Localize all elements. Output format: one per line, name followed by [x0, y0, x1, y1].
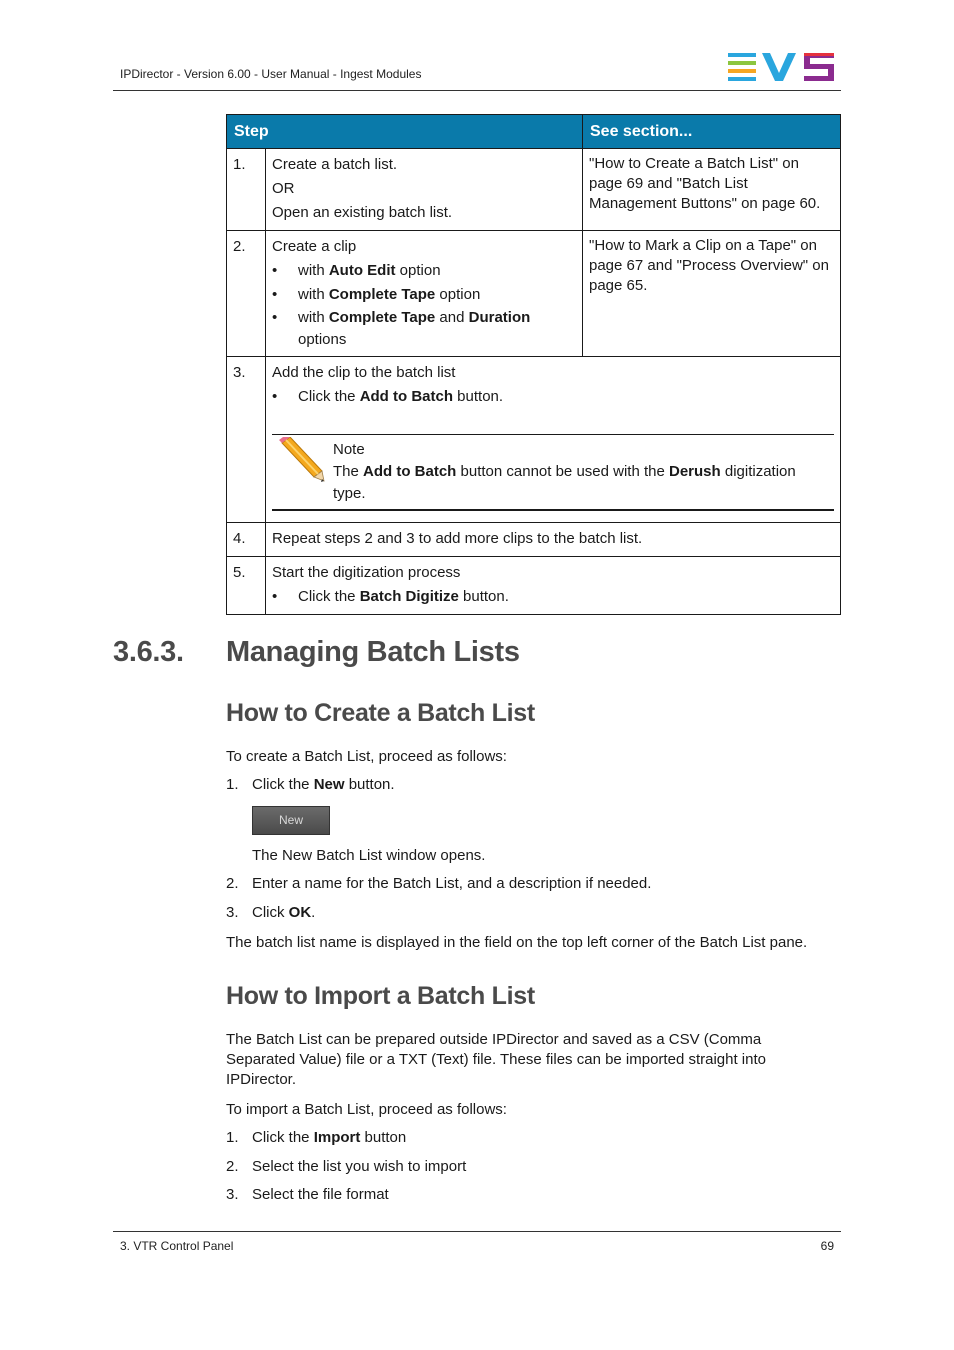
create-step-1-result: The New Batch List window opens.: [252, 847, 486, 864]
step-description: [266, 357, 841, 523]
note-label: Note: [333, 441, 365, 458]
section-number: 3.6.3.: [113, 636, 184, 668]
table-row: [227, 149, 841, 231]
create-heading: How to Create a Batch List: [226, 699, 535, 727]
section-title: Managing Batch Lists: [226, 636, 520, 668]
step-description: [266, 557, 841, 615]
step-text: OR: [272, 180, 295, 197]
step-text: Repeat steps 2 and 3 to add more clips to the batch list.: [272, 530, 643, 547]
bullet-item: • Click the Batch Digitize button.: [272, 585, 834, 609]
note-text: The Add to Batch button cannot be used with the Derush digitization type.: [333, 463, 796, 502]
step-text: Create a clip: [272, 238, 357, 255]
create-step-3: 3. Click OK.: [226, 904, 316, 921]
import-step-3: 3. Select the file format: [226, 1186, 389, 1203]
new-button[interactable]: New: [252, 806, 330, 835]
table-row: [227, 557, 841, 615]
page-number: 69: [820, 1239, 834, 1253]
column-header-step: Step: [227, 115, 583, 149]
step-text: Open an existing batch list.: [272, 204, 453, 221]
table-row: [227, 357, 841, 523]
table-row: [227, 231, 841, 357]
page-header: [113, 48, 841, 91]
note-box: [272, 434, 834, 511]
step-text: Add the clip to the batch list: [272, 364, 456, 381]
step-number: 3.: [227, 357, 266, 523]
evs-logo-icon: [728, 53, 834, 81]
create-step-1: 1. Click the New button.: [226, 776, 395, 793]
create-outro: The batch list name is displayed in the field on the top left corner of the Batch List pane.: [226, 934, 808, 951]
create-step-2: 2. Enter a name for the Batch List, and a description if needed.: [226, 875, 652, 892]
bullet-item: • with Complete Tape and Duration options: [272, 307, 576, 351]
import-step-1: 1. Click the Import button: [226, 1129, 407, 1146]
import-heading: How to Import a Batch List: [226, 982, 535, 1010]
section-reference-link[interactable]: "How to Mark a Clip on a Tape" on page 67 and "Process Overview" on page 65.: [583, 231, 841, 357]
import-step-2: 2. Select the list you wish to import: [226, 1158, 467, 1175]
pencil-icon: [278, 437, 326, 483]
step-number: 2.: [227, 231, 266, 357]
step-text: Start the digitization process: [272, 564, 461, 581]
table-header-row: [227, 115, 841, 149]
step-description: [266, 149, 583, 231]
footer-chapter: 3. VTR Control Panel: [120, 1239, 234, 1253]
import-intro: The Batch List can be prepared outside IPDirector and saved as a CSV (Comma Separated Value) file or a TXT (Text) file. These files can be imported straight into IPDirector.: [226, 1031, 766, 1088]
import-proceed: To import a Batch List, proceed as follows:: [226, 1101, 507, 1118]
step-number: 4.: [227, 523, 266, 557]
create-intro: To create a Batch List, proceed as follows:: [226, 748, 507, 765]
step-text: Create a batch list.: [272, 156, 398, 173]
page-footer: [113, 1231, 841, 1253]
header-title: IPDirector - Version 6.00 - User Manual - Ingest Modules: [120, 67, 422, 81]
steps-table: [226, 114, 841, 615]
table-row: [227, 523, 841, 557]
step-description: [266, 523, 841, 557]
column-header-section: See section...: [583, 115, 841, 149]
section-heading: [113, 636, 520, 669]
step-number: 1.: [227, 149, 266, 231]
section-reference-link[interactable]: "How to Create a Batch List" on page 69 and "Batch List Management Buttons" on page 60.: [583, 149, 841, 231]
step-description: [266, 231, 583, 357]
bullet-item: • with Auto Edit option: [272, 259, 576, 283]
step-number: 5.: [227, 557, 266, 615]
bullet-item: • with Complete Tape option: [272, 283, 576, 307]
bullet-item: • Click the Add to Batch button.: [272, 385, 834, 409]
